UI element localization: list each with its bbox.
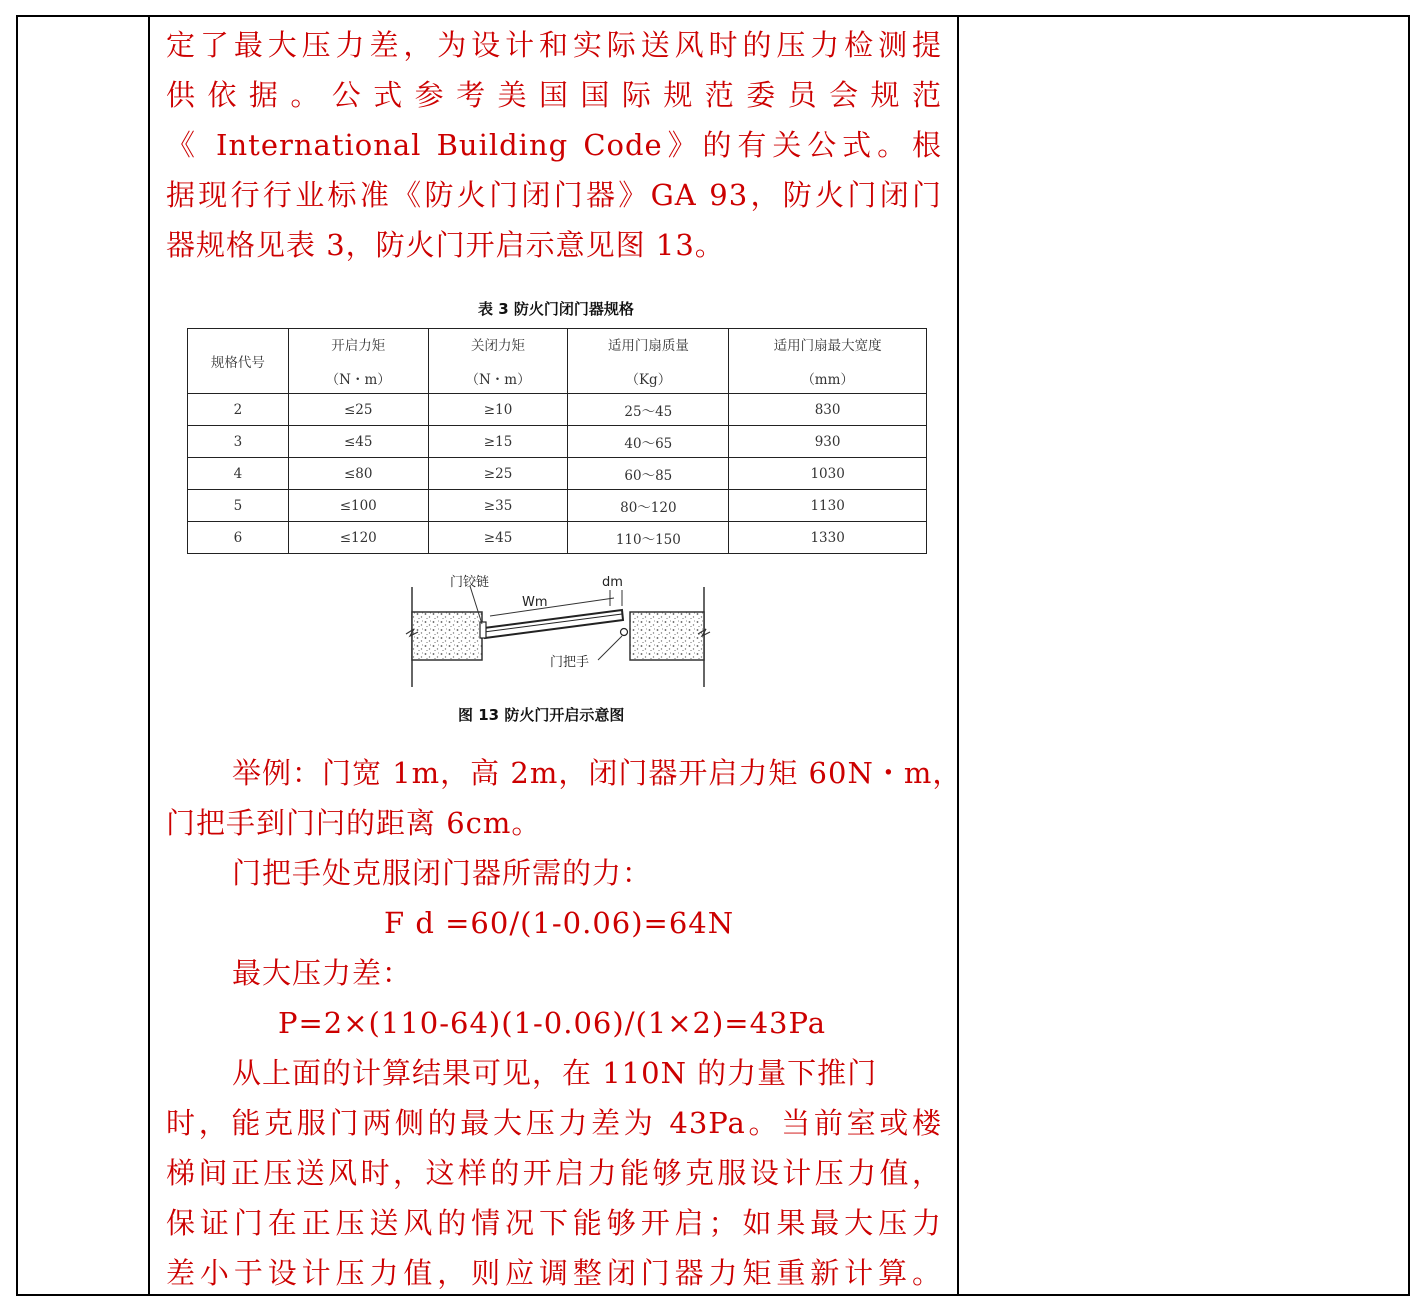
table-cell: 2	[188, 394, 289, 426]
intro-line: 定了最大压力差，为设计和实际送风时的压力检测提	[166, 28, 942, 62]
right-wall	[630, 612, 704, 660]
table-cell: ≥25	[428, 458, 568, 490]
intro-line: 《 International Building Code》的有关公式。根	[166, 128, 942, 162]
table-cell: ≥10	[428, 394, 568, 426]
header-title: 开启力矩	[331, 338, 386, 354]
table-header-row	[188, 329, 927, 394]
table-cell: 60～85	[568, 458, 729, 490]
table-cell: 5	[188, 490, 289, 522]
header-cell	[729, 329, 927, 394]
table-cell: 4	[188, 458, 289, 490]
figure-caption: 图 13 防火门开启示意图	[458, 706, 625, 724]
conclusion-line: 从上面的计算结果可见，在 110N 的力量下推门	[232, 1056, 878, 1090]
table-cell: ≥45	[428, 522, 568, 554]
spec-table	[187, 328, 927, 554]
table-cell: 3	[188, 426, 289, 458]
table-row	[188, 490, 927, 522]
formula-force: F d =60/(1-0.06)=64N	[384, 906, 735, 940]
table-cell: ≤100	[288, 490, 428, 522]
example-line: 举例：门宽 1m，高 2m，闭门器开启力矩 60N・m，	[232, 756, 963, 790]
header-cell	[428, 329, 568, 394]
example-section	[166, 748, 963, 1048]
header-title: 规格代号	[210, 355, 265, 371]
header-unit: （N・m）	[325, 372, 391, 388]
table-cell: ≤25	[288, 394, 428, 426]
table-row	[188, 522, 927, 554]
conclusion-line: 时，能克服门两侧的最大压力差为 43Pa。当前室或楼	[166, 1106, 942, 1140]
intro-line: 供依据。公式参考美国国际规范委员会规范	[166, 78, 942, 112]
hinge-label: 门铰链	[450, 575, 490, 590]
table-cell: 6	[188, 522, 289, 554]
header-cell	[288, 329, 428, 394]
header-cell	[188, 329, 289, 394]
conclusion-line: 差小于设计压力值，则应调整闭门器力矩重新计算。	[166, 1256, 942, 1290]
table-cell: 80～120	[568, 490, 729, 522]
header-title: 适用门扇最大宽度	[773, 338, 882, 354]
conclusion-line: 梯间正压送风时，这样的开启力能够克服设计压力值，	[166, 1156, 942, 1190]
example-line: 门把手到门闩的距离 6cm。	[166, 806, 542, 840]
table-row	[188, 458, 927, 490]
header-title: 适用门扇质量	[607, 338, 689, 354]
table-caption: 表 3 防火门闭门器规格	[478, 300, 634, 318]
table-row	[188, 426, 927, 458]
width-label: Wm	[522, 595, 548, 610]
table-cell: ≤120	[288, 522, 428, 554]
example-line: 门把手处克服闭门器所需的力：	[232, 856, 653, 890]
column-divider-left	[148, 15, 150, 1296]
hinge-icon	[480, 622, 486, 638]
dm-label: dm	[602, 575, 623, 590]
column-divider-right	[957, 15, 959, 1296]
table-cell: 110～150	[568, 522, 729, 554]
handle-icon	[621, 629, 628, 636]
conclusion-line: 保证门在正压送风的情况下能够开启；如果最大压力	[166, 1206, 942, 1240]
handle-label: 门把手	[550, 655, 590, 670]
table-cell: ≤80	[288, 458, 428, 490]
table-cell: 1130	[729, 490, 927, 522]
table-cell: 40～65	[568, 426, 729, 458]
left-wall	[412, 612, 482, 660]
table-cell: ≤45	[288, 426, 428, 458]
table-cell: 25～45	[568, 394, 729, 426]
table-cell: 1330	[729, 522, 927, 554]
header-unit: （mm）	[801, 372, 854, 388]
table-cell: 1030	[729, 458, 927, 490]
header-title: 关闭力矩	[471, 338, 526, 354]
header-cell	[568, 329, 729, 394]
table-cell: ≥15	[428, 426, 568, 458]
formula-pressure: P=2×(110-64)(1-0.06)/(1×2)=43Pa	[278, 1006, 826, 1040]
header-unit: （Kg）	[625, 372, 672, 388]
table-cell: 830	[729, 394, 927, 426]
table-cell: ≥35	[428, 490, 568, 522]
intro-line: 据现行行业标准《防火门闭门器》GA 93，防火门闭门	[166, 178, 942, 212]
header-unit: （N・m）	[465, 372, 531, 388]
intro-line: 器规格见表 3，防火门开启示意见图 13。	[166, 228, 725, 262]
table-cell: 930	[729, 426, 927, 458]
example-line: 最大压力差：	[232, 956, 413, 990]
intro-paragraph	[166, 20, 942, 270]
conclusion-paragraph	[166, 1048, 942, 1298]
table-row	[188, 394, 927, 426]
door-opening-diagram	[400, 572, 720, 690]
